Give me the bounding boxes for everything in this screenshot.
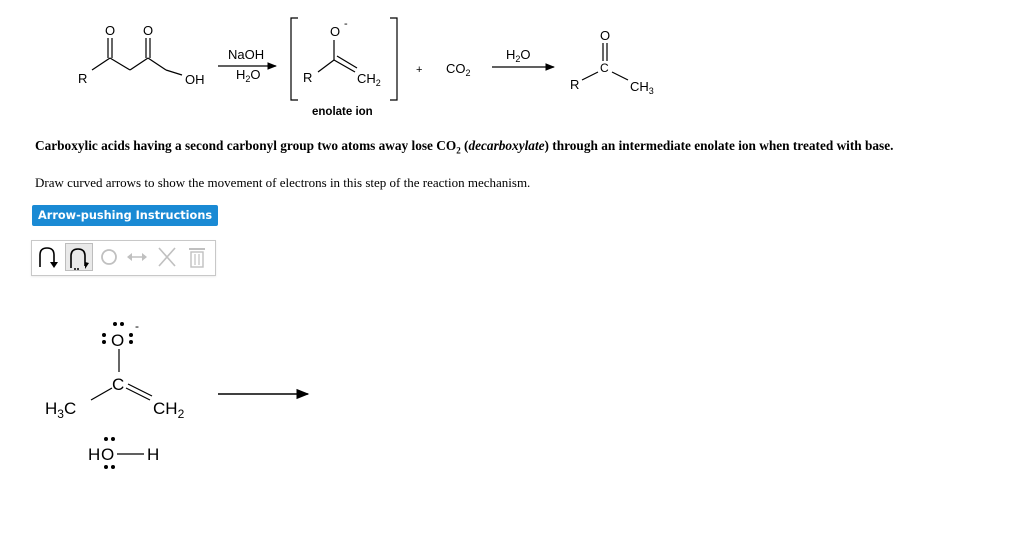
canvas-h3c-label[interactable]: $H_3C$ (45, 399, 77, 421)
problem-statement: Carboxylic acids having a second carbonyl group two atoms away lose $CO_2$ (decarboxylate) through an intermediate enolate ion when treated with base. (35, 138, 894, 156)
reactant-r-label: R (78, 71, 88, 86)
trash-tool[interactable] (183, 243, 211, 271)
resonance-arrow-icon (123, 243, 151, 271)
product-c-label: C (600, 61, 609, 75)
drawing-toolbar (31, 240, 216, 276)
ring-tool[interactable] (95, 243, 123, 271)
product-ch3-label: $CH_3$ (630, 79, 654, 96)
two-electron-arrow-icon (35, 243, 63, 271)
plus-sign: + (416, 64, 423, 76)
co2-label: $CO_2$ (446, 61, 471, 78)
canvas-oxygen-label[interactable]: O (111, 331, 125, 350)
trash-icon (183, 243, 211, 271)
reactant-ketone-o-label: O (105, 23, 116, 38)
step2-reagent: $H_2O$ (506, 47, 531, 64)
arrow-pushing-instructions-button[interactable]: Arrow-pushing Instructions (32, 205, 218, 226)
enolate-caption: enolate ion (312, 106, 373, 118)
resonance-arrow-tool[interactable] (123, 243, 151, 271)
canvas-ch2-label[interactable]: $CH_2$ (153, 399, 185, 421)
reactant-acid-o-label: O (143, 23, 154, 38)
ring-icon (95, 243, 123, 271)
enolate-charge: - (344, 18, 348, 30)
reaction-scheme (0, 0, 1024, 130)
water-o-label[interactable]: O (101, 445, 115, 464)
reactant-oh-label: OH (185, 72, 205, 87)
c-ch2-double-bond-b[interactable] (128, 384, 152, 396)
reactant-molecule (92, 38, 182, 75)
delete-tool[interactable] (153, 243, 181, 271)
product-r-label: R (570, 77, 580, 92)
water-h2-label[interactable]: H (147, 445, 160, 464)
delete-x-icon (153, 243, 181, 271)
mechanism-canvas[interactable] (0, 300, 400, 500)
one-electron-arrow-tool[interactable] (65, 243, 93, 271)
canvas-oxygen-charge: - (135, 319, 139, 333)
enolate-ch2-label: $CH_2$ (357, 71, 381, 88)
two-electron-arrow-tool[interactable] (35, 243, 63, 271)
instruction-text: Draw curved arrows to show the movement of electrons in this step of the reaction mechanism. (35, 175, 531, 190)
product-o-label: O (600, 28, 611, 43)
water-h1-label[interactable]: H (88, 445, 101, 464)
canvas-carbon-label[interactable]: C (112, 375, 125, 394)
one-electron-arrow-icon (66, 244, 94, 272)
step1-reagent-top: NaOH (228, 47, 265, 62)
c-ch3-bond[interactable] (91, 388, 112, 400)
enolate-molecule (318, 40, 357, 72)
enolate-r-label: R (303, 70, 313, 85)
enolate-brackets (291, 18, 397, 100)
step1-reagent-bottom: $H_2O$ (236, 67, 261, 84)
enolate-o-label: O (330, 24, 341, 39)
c-ch2-double-bond-a[interactable] (126, 388, 150, 400)
